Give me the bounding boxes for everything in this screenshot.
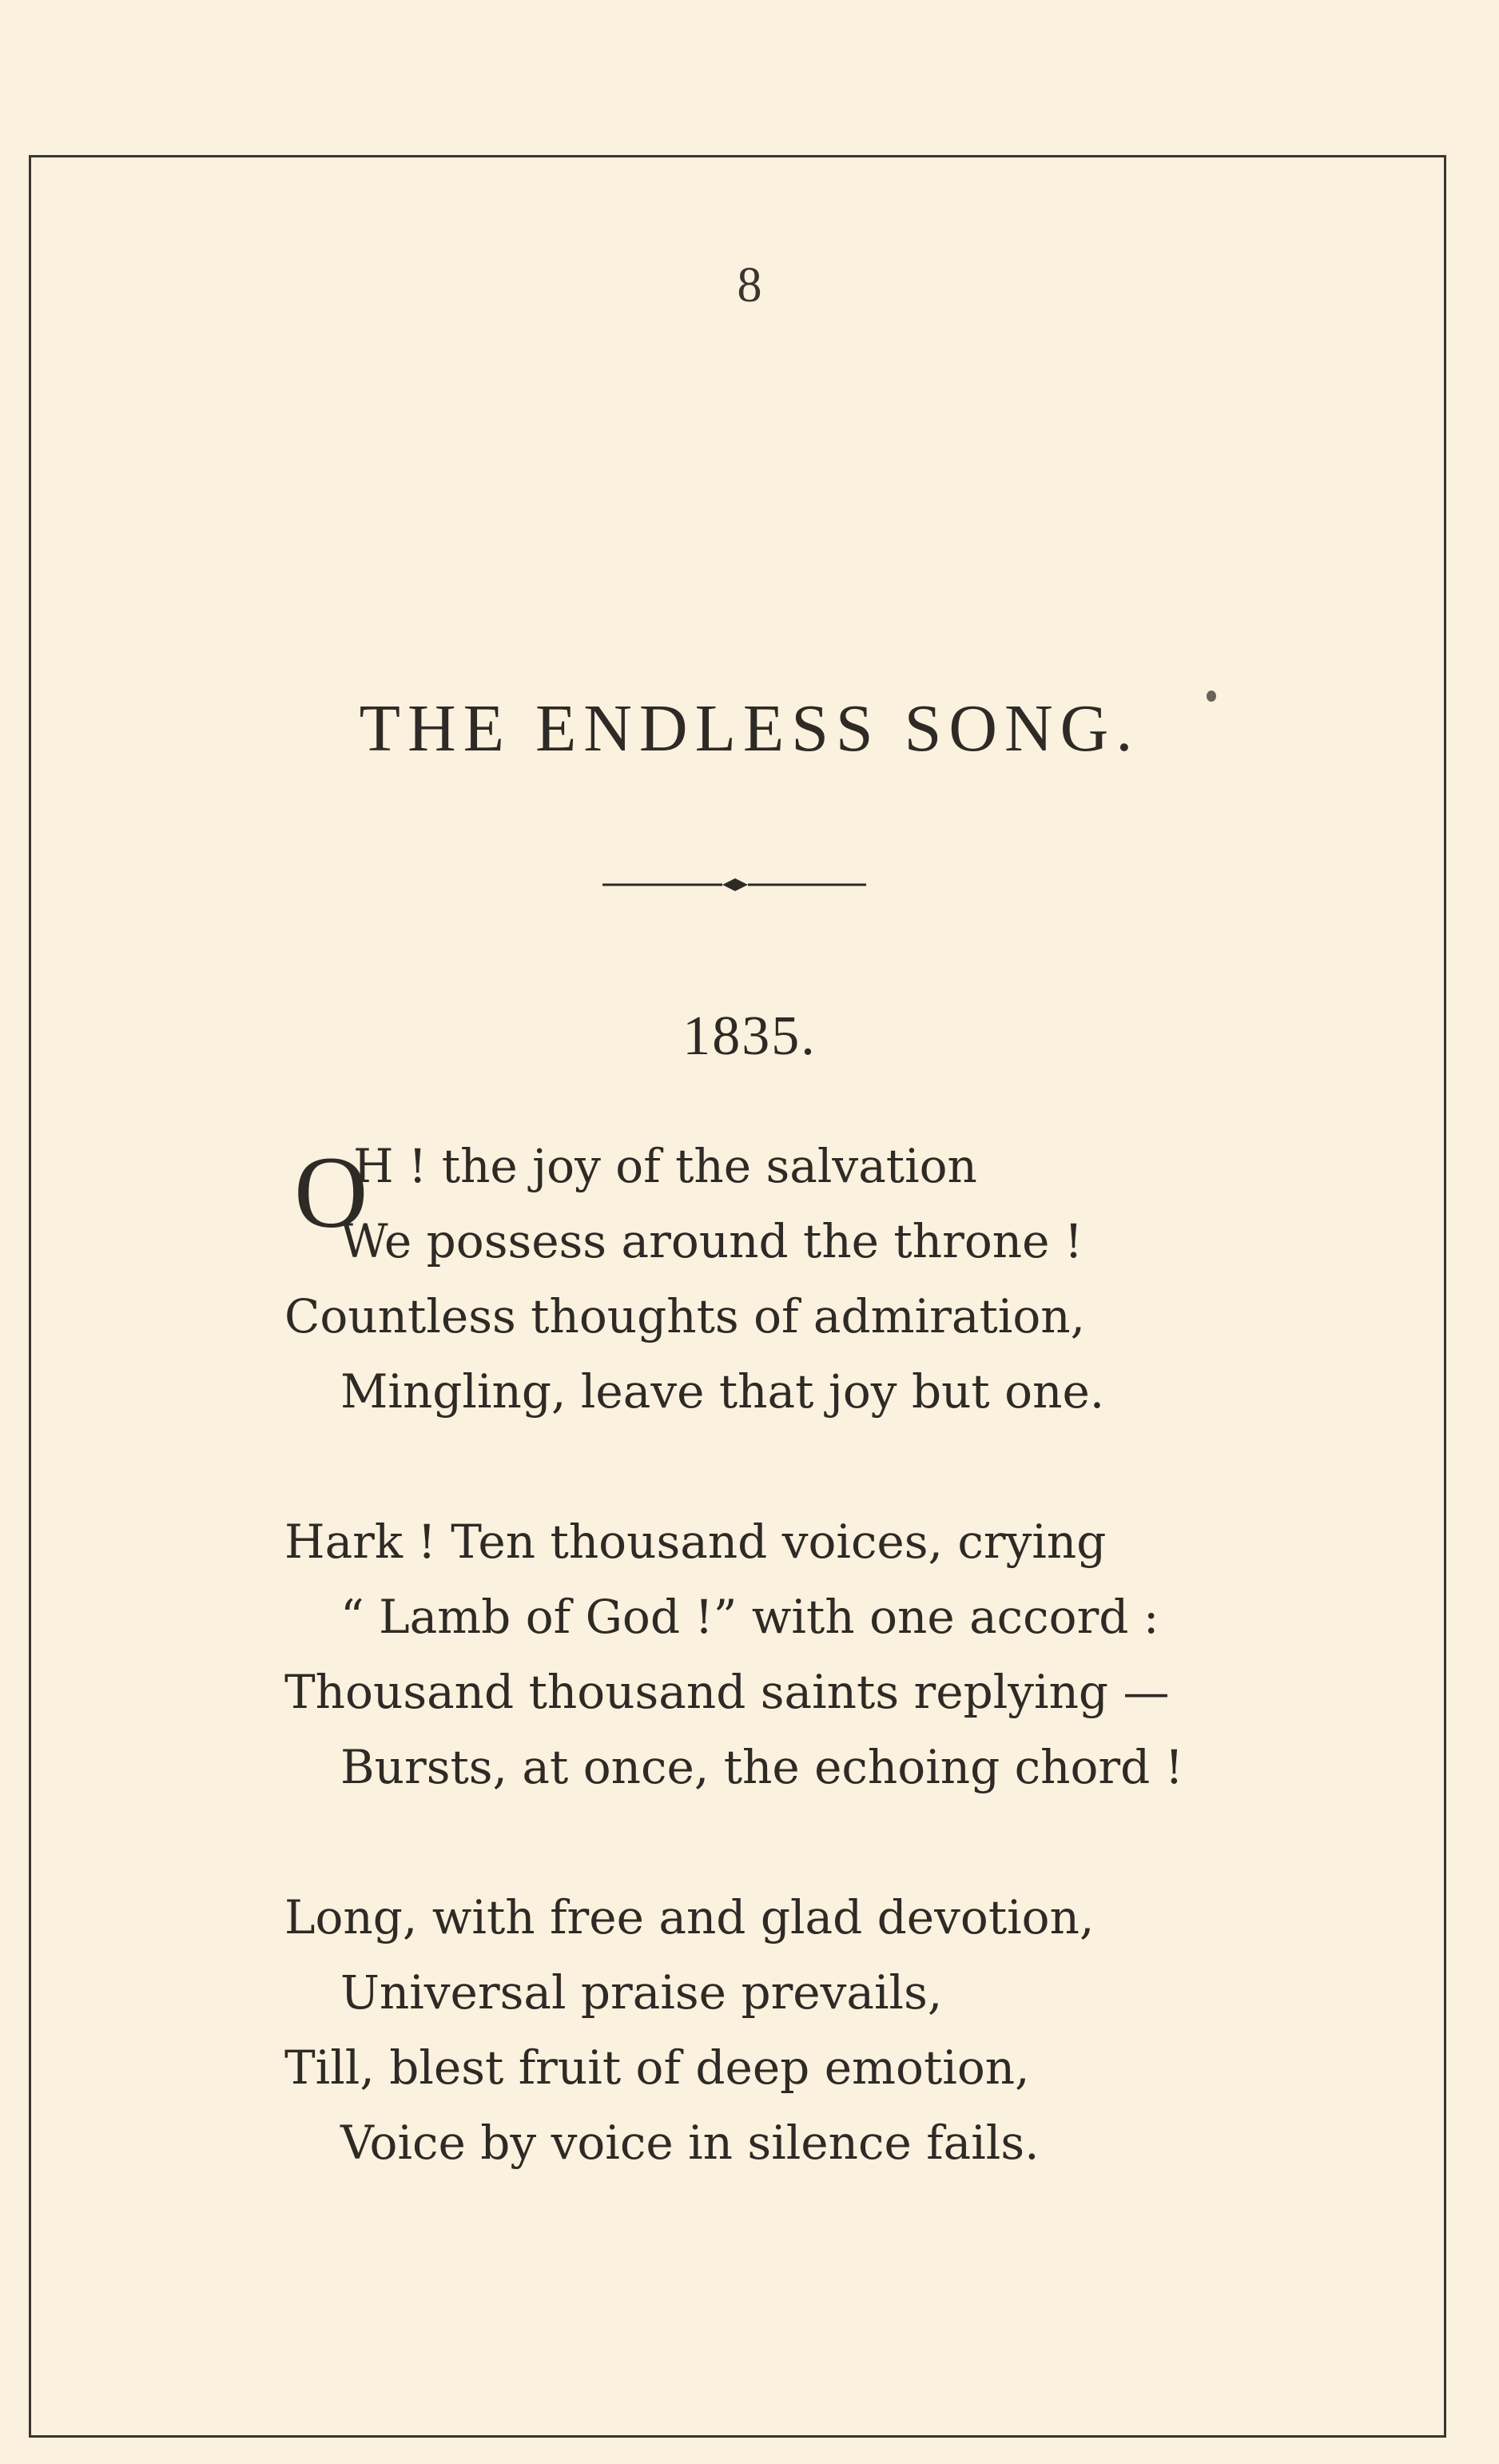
poem-line: Countless thoughts of admiration, (284, 1289, 1086, 1343)
poem-year: 1835. (682, 1005, 817, 1067)
poem-line: “ Lamb of God !” with one accord : (340, 1590, 1159, 1644)
poem-line: Thousand thousand saints replying — (284, 1665, 1170, 1719)
drop-cap: O (294, 1136, 368, 1249)
poem-line: Mingling, leave that joy but one. (340, 1364, 1105, 1419)
poem-line: Universal praise prevails, (340, 1965, 943, 2020)
ornament-diamond (722, 878, 748, 891)
poem-line: Bursts, at once, the echoing chord ! (340, 1740, 1184, 1794)
poem-line: Voice by voice in silence fails. (340, 2116, 1040, 2170)
poem-line: We possess around the throne ! (340, 1214, 1083, 1268)
ornamental-rule-with-diamond (602, 873, 866, 897)
poem-title: THE ENDLESS SONG. (359, 691, 1140, 766)
poem-line: Till, blest fruit of deep emotion, (284, 2040, 1030, 2095)
page-number: 8 (737, 258, 762, 312)
poem-line: Long, with free and glad devotion, (284, 1890, 1095, 1945)
poem-line: Hark ! Ten thousand voices, crying (284, 1515, 1107, 1569)
poem-line: H ! the joy of the salvation (353, 1139, 977, 1193)
ink-speck (1207, 691, 1216, 702)
